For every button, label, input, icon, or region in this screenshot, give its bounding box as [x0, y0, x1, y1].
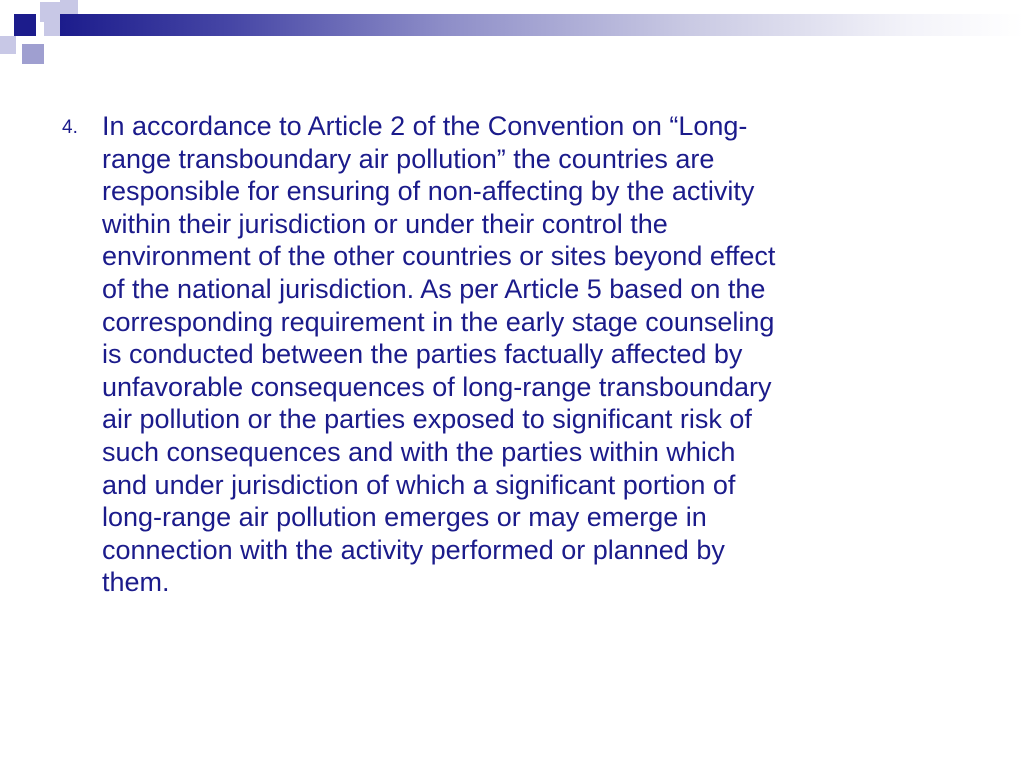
numbered-item: [62, 110, 962, 599]
corner-square-lavender: [44, 22, 60, 36]
corner-square-lavender: [40, 2, 60, 22]
corner-square-lavender: [60, 0, 78, 14]
item-paragraph: In accordance to Article 2 of the Convention on “Long- range transboundary air pollution” the countries are responsible for ensuring of non-affecting by the activity within their jurisdiction or under their control the environment of the other countries or sites beyond effect of the national jurisdiction. As per Article 5 based on the corresponding requirement in the early stage counseling is conducted between the parties factually affected by unfavorable consequences of long-range transboundary air pollution or the parties exposed to significant risk of such consequences and with the parties within which and under jurisdiction of which a significant portion of long-range air pollution emerges or may emerge in connection with the activity performed or planned by them.: [102, 111, 776, 598]
slide-content: [62, 110, 962, 599]
item-number: 4.: [62, 117, 78, 138]
gradient-header-bar: [60, 14, 1024, 36]
corner-square-medium: [22, 44, 44, 64]
corner-square-lavender: [0, 36, 16, 54]
corner-square-navy: [14, 14, 36, 36]
